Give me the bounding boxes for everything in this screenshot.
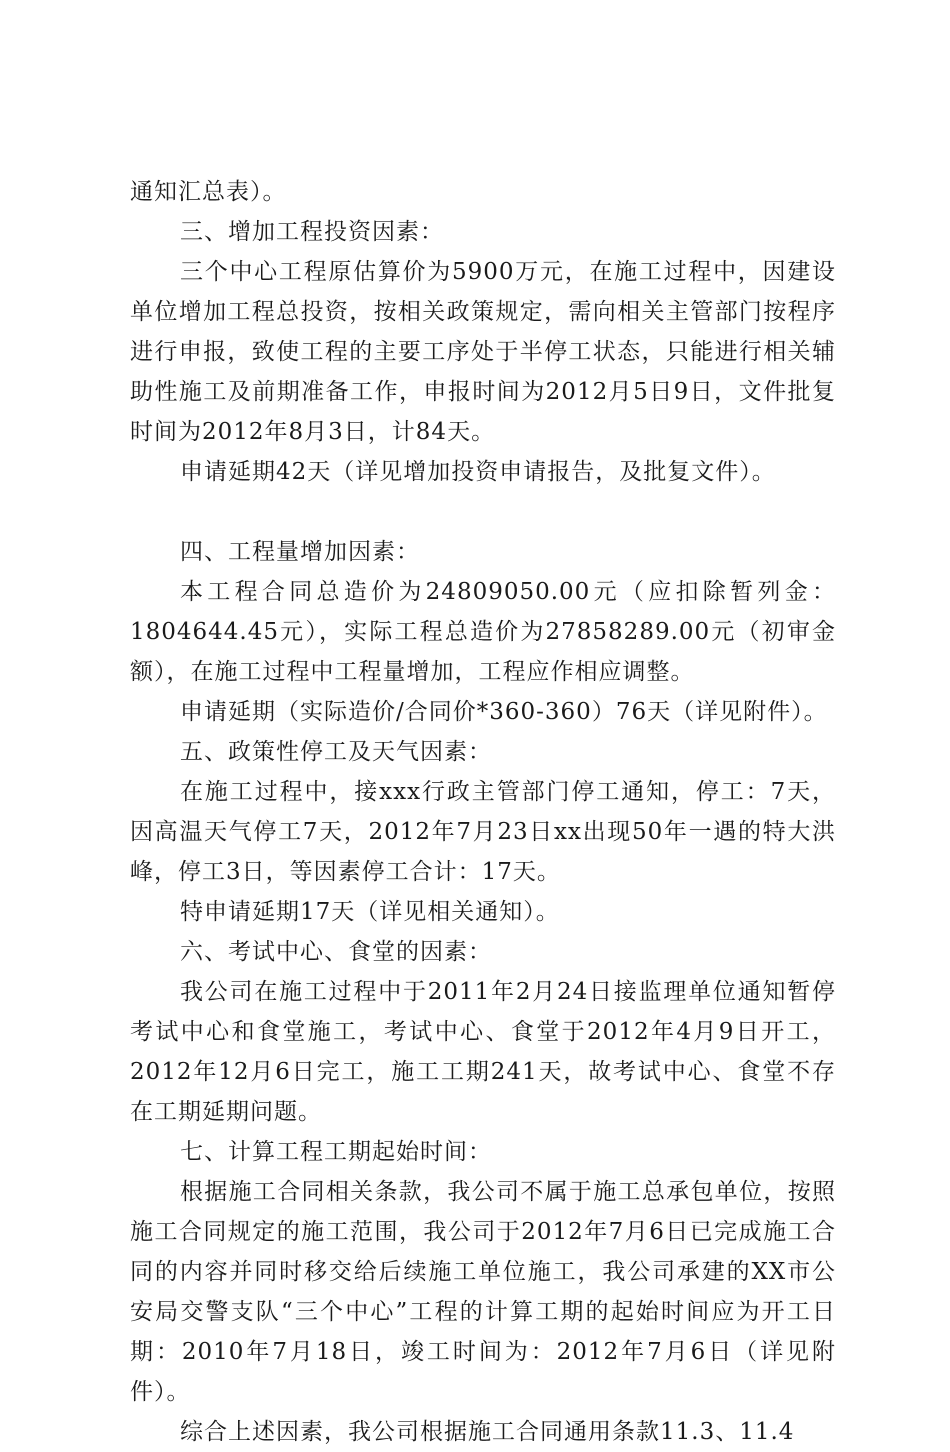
section-heading-investment: 三、增加工程投资因素： bbox=[180, 219, 444, 245]
section-heading-exam-center: 六、考试中心、食堂的因素： bbox=[180, 939, 492, 965]
paragraph-investment: 三个中心工程原估算价为5900万元，在施工过程中，因建设单位增加工程总投资，按相关政策规定，需向相关主管部门按程序进行申报，致使工程的主要工序处于半停工状态，只能进行相关辅助性施工及前期准备工作，申报时间为2012月5日9日，文件批复时间为2012年8月3日，计84天。 bbox=[130, 259, 836, 445]
paragraph-policy-weather-extension: 特申请延期17天（详见相关通知）。 bbox=[180, 899, 560, 925]
paragraph-investment-extension: 申请延期42天（详见增加投资申请报告，及批复文件）。 bbox=[180, 459, 776, 485]
section-heading-quantity: 四、工程量增加因素： bbox=[180, 539, 420, 565]
paragraph-exam-center: 我公司在施工过程中于2011年2月24日接监理单位通知暂停考试中心和食堂施工，考试中心、食堂于2012年4月9日开工，2012年12月6日完工，施工工期241天，故考试中心、食堂不存在工期延期问题。 bbox=[130, 979, 836, 1125]
paragraph-policy-weather: 在施工过程中，接xxx行政主管部门停工通知，停工：7天，因高温天气停工7天，2012年7月23日xx出现50年一遇的特大洪峰，停工3日，等因素停工合计：17天。 bbox=[130, 779, 836, 885]
paragraph-continuation: 通知汇总表）。 bbox=[130, 179, 287, 205]
section-heading-start-time: 七、计算工程工期起始时间： bbox=[180, 1139, 492, 1165]
section-heading-policy-weather: 五、政策性停工及天气因素： bbox=[180, 739, 492, 765]
paragraph-quantity-extension: 申请延期（实际造价/合同价*360-360）76天（详见附件）。 bbox=[180, 699, 828, 725]
document-body bbox=[130, 172, 836, 1452]
paragraph-summary: 综合上述因素，我公司根据施工合同通用条款11.3、11.4 bbox=[180, 1419, 795, 1445]
paragraph-start-time: 根据施工合同相关条款，我公司不属于施工总承包单位，按照施工合同规定的施工范围，我公司于2012年7月6日已完成施工合同的内容并同时移交给后续施工单位施工，我公司承建的XX市公安局交警支队“三个中心”工程的计算工期的起始时间应为开工日期：2010年7月18日，竣工时间为：2012年7月6日（详见附件）。 bbox=[130, 1179, 836, 1405]
paragraph-quantity: 本工程合同总造价为24809050.00元（应扣除暂列金：1804644.45元），实际工程总造价为27858289.00元（初审金额），在施工过程中工程量增加，工程应作相应调整。 bbox=[130, 579, 836, 685]
blank-line bbox=[130, 492, 836, 532]
